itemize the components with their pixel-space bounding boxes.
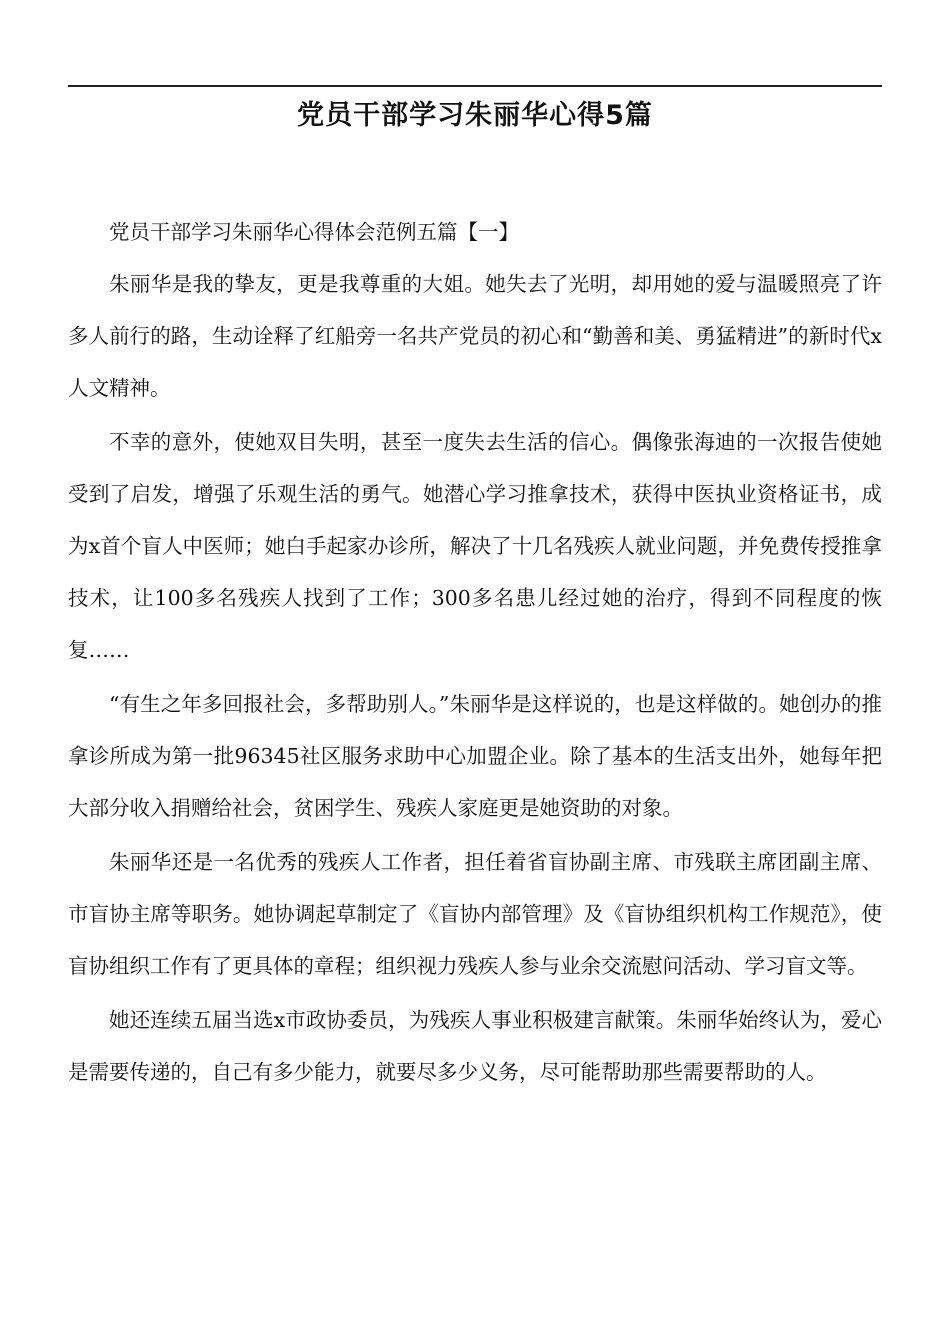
section-heading: 党员干部学习朱丽华心得体会范例五篇【一】 <box>109 220 519 244</box>
header-rule <box>68 85 882 87</box>
document-body <box>68 206 882 1100</box>
paragraph: 朱丽华还是一名优秀的残疾人工作者，担任着省盲协副主席、市残联主席团副主席、市盲协主席等职务。她协调起草制定了《盲协内部管理》及《盲协组织机构工作规范》，使盲协组织工作有了更具体的章程；组织视力残疾人参与业余交流慰问活动、学习盲文等。 <box>68 850 882 978</box>
paragraph: 朱丽华是我的挚友，更是我尊重的大姐。她失去了光明，却用她的爱与温暖照亮了许多人前行的路，生动诠释了红船旁一名共产党员的初心和“勤善和美、勇猛精进”的新时代x人文精神。 <box>68 272 882 400</box>
paragraph: 她还连续五届当选x市政协委员，为残疾人事业积极建言献策。朱丽华始终认为，爱心是需要传递的，自己有多少能力，就要尽多少义务，尽可能帮助那些需要帮助的人。 <box>68 1008 882 1084</box>
document-title: 党员干部学习朱丽华心得5篇 <box>297 100 653 131</box>
paragraph: 不幸的意外，使她双目失明，甚至一度失去生活的信心。偶像张海迪的一次报告使她受到了启发，增强了乐观生活的勇气。她潜心学习推拿技术，获得中医执业资格证书，成为x首个盲人中医师；她白手起家办诊所，解决了十几名残疾人就业问题，并免费传授推拿技术，让100多名残疾人找到了工作；300多名患儿经过她的治疗，得到不同程度的恢复…… <box>68 430 882 662</box>
paragraph: “有生之年多回报社会，多帮助别人。”朱丽华是这样说的，也是这样做的。她创办的推拿诊所成为第一批96345社区服务求助中心加盟企业。除了基本的生活支出外，她每年把大部分收入捐赠给社会，贫困学生、残疾人家庭更是她资助的对象。 <box>68 692 882 820</box>
